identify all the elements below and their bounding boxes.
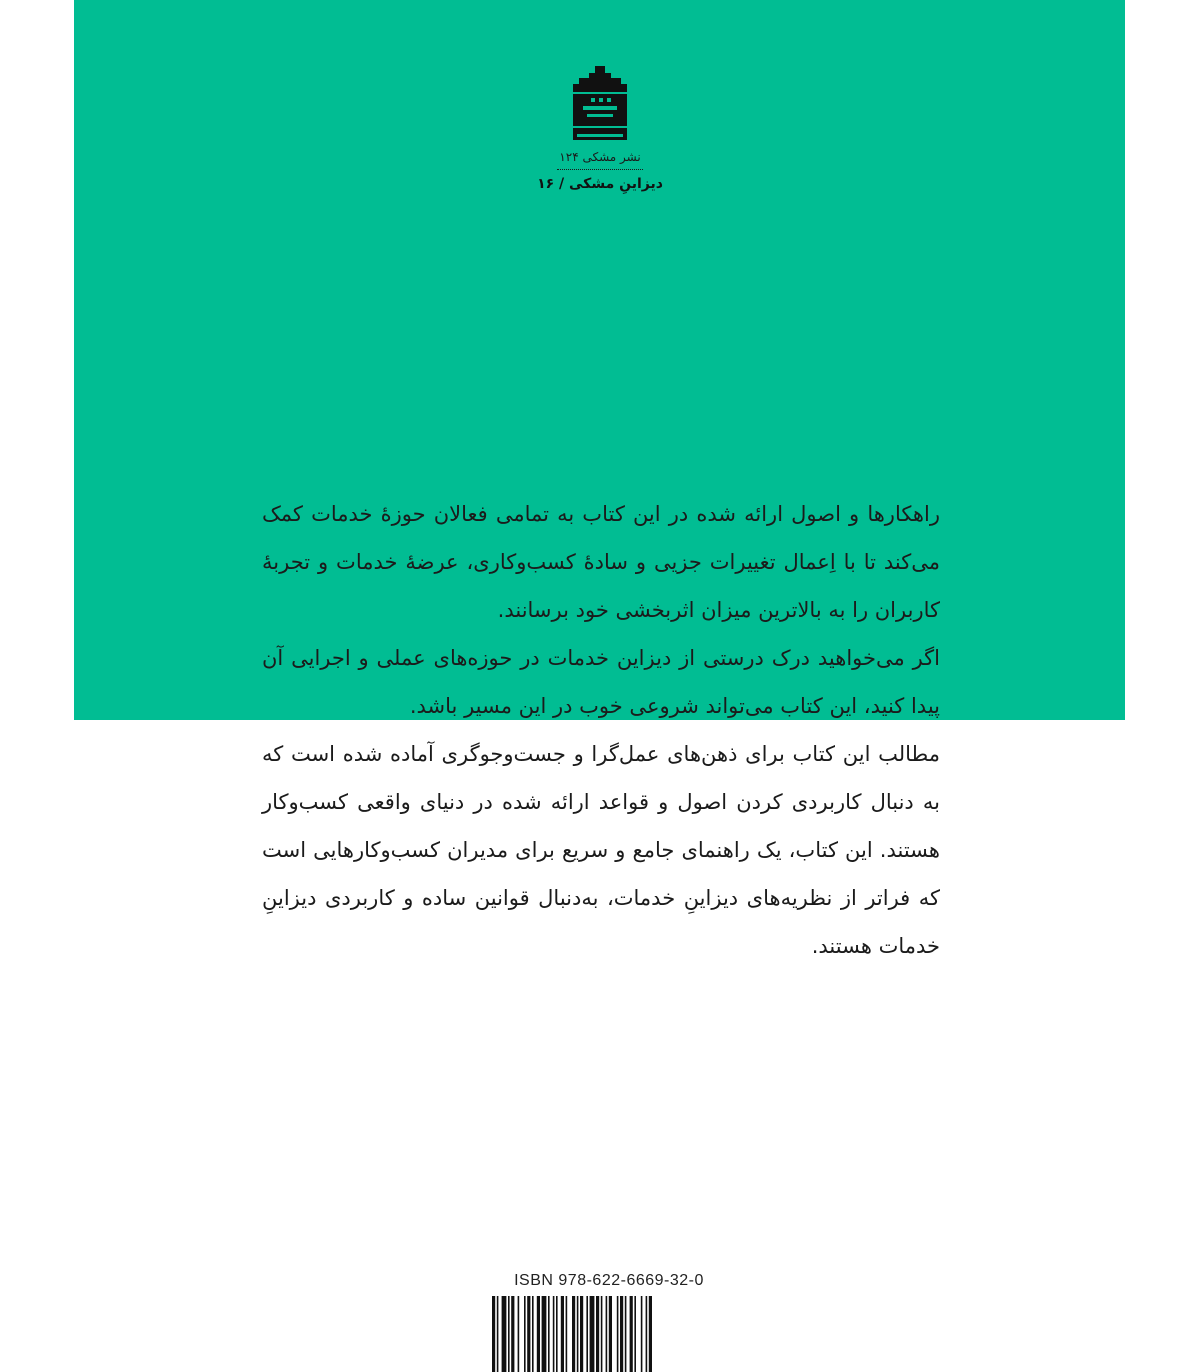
description-paragraph-2: اگر می‌خواهید درک درستی از دیزاین خدمات در حوزه‌های عملی و اجرایی آن پیدا کنید، این کتاب می‌تواند شروعی خوب در این مسیر باشد. [262,646,940,718]
publisher-logo-block [0,62,1200,192]
barcode-icon [490,1296,728,1372]
publisher-logo-icon [569,62,631,146]
isbn-number: ISBN 978-622-6669-32-0 [514,1272,704,1289]
design-series-label: دیزاینِ مشکی / ۱۶ [537,176,663,192]
description-paragraph-1: راهکارها و اصول ارائه شده در این کتاب به تمامی فعالان حوزهٔ خدمات کمک می‌کند تا با اِعمال تغییرات جزیی و سادهٔ کسب‌وکاری، عرضهٔ خدمات و تجربهٔ کاربران را به بالاترین میزان اثربخشی خود برسانند. [262,502,940,622]
dotted-divider [557,169,643,170]
publisher-series-line: نشر مشکی ۱۲۴ [559,150,641,164]
book-description [262,490,940,970]
barcode-area [490,1272,728,1372]
description-paragraph-3: مطالب این کتاب برای ذهن‌های عمل‌گرا و جست‌وجوگری آماده شده است که به دنبال کاربردی کردن اصول و قواعد ارائه شده در دنیای واقعی کسب‌وکار هستند. این کتاب، یک راهنمای جامع و سریع برای مدیران کسب‌وکارهایی است که فراتر از نظریه‌های دیزاینِ خدمات، به‌دنبال قوانین ساده و کاربردی دیزاینِ خدمات هستند. [262,742,940,958]
